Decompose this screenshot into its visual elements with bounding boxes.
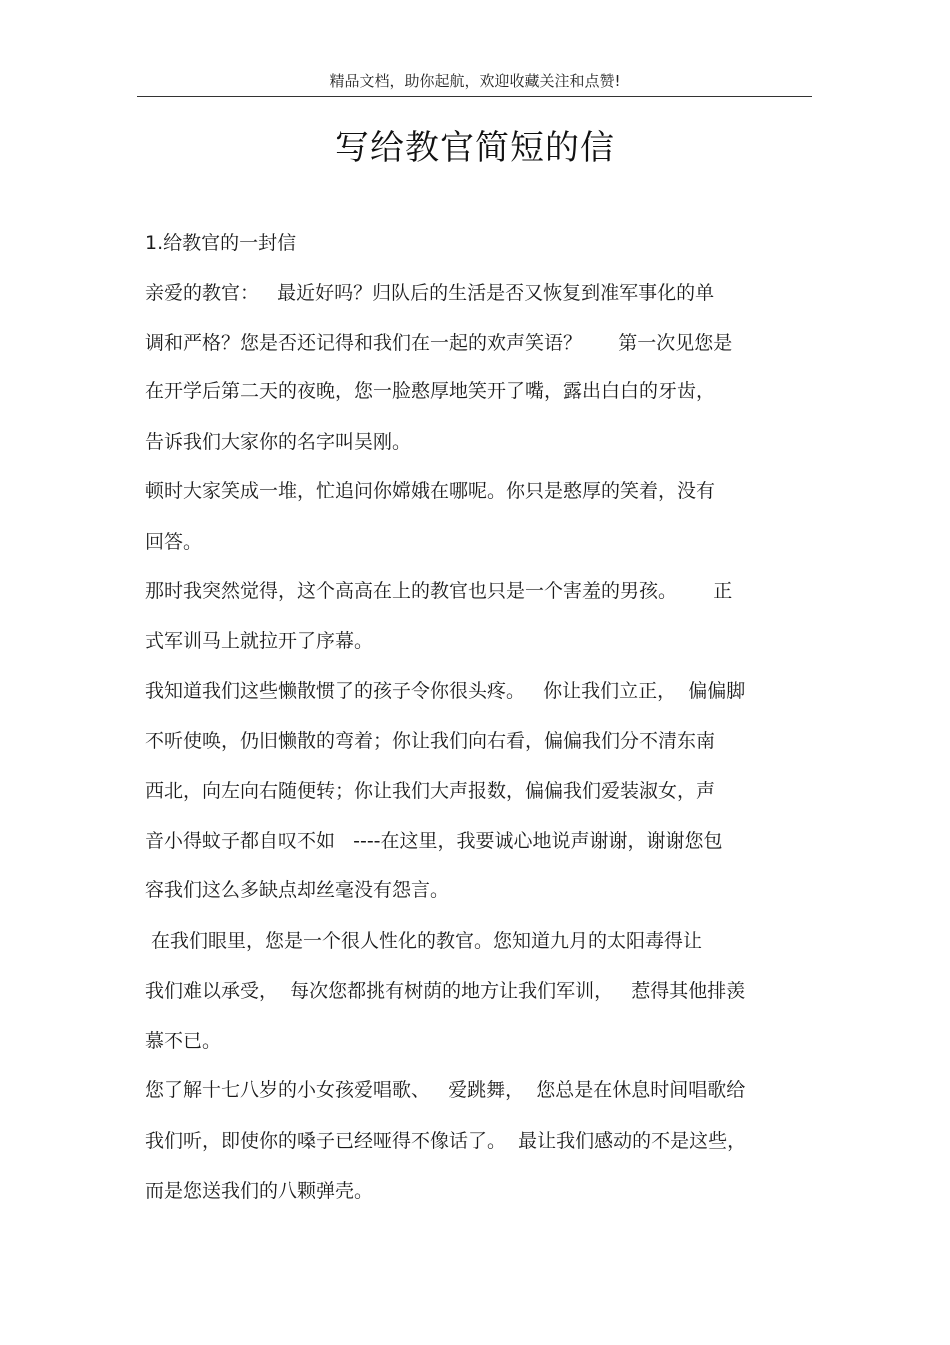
page-header: 精品文档，助你起航，欢迎收藏关注和点赞! — [329, 72, 621, 90]
body-line: 在开学后第二天的夜晚，您一脸憨厚地笑开了嘴，露出白白的牙齿， — [145, 380, 716, 402]
body-line: 顿时大家笑成一堆，忙追问你嫦娥在哪呢。你只是憨厚的笑着，没有 — [145, 480, 716, 502]
header-divider — [137, 96, 812, 97]
section-heading: 1.给教官的一封信 — [145, 232, 297, 254]
body-line: 容我们这么多缺点却丝毫没有怨言。 — [145, 879, 450, 901]
body-line: 告诉我们大家你的名字叫吴刚。 — [145, 431, 412, 453]
body-line: 那时我突然觉得，这个高高在上的教官也只是一个害羞的男孩。 正 — [145, 580, 733, 602]
body-line: 在我们眼里，您是一个很人性化的教官。您知道九月的太阳毒得让 — [145, 930, 703, 952]
body-line: 音小得蚊子都自叹不如 ----在这里，我要诚心地说声谢谢，谢谢您包 — [145, 830, 723, 852]
body-line: 不听使唤，仍旧懒散的弯着；你让我们向右看，偏偏我们分不清东南 — [145, 730, 716, 752]
body-line: 而是您送我们的八颗弹壳。 — [145, 1180, 374, 1202]
body-line: 您了解十七八岁的小女孩爱唱歌、 爱跳舞， 您总是在休息时间唱歌给 — [145, 1079, 746, 1101]
body-line: 我知道我们这些懒散惯了的孩子令你很头疼。 你让我们立正， 偏偏脚 — [145, 680, 746, 702]
body-line: 西北，向左向右随便转；你让我们大声报数，偏偏我们爱装淑女，声 — [145, 780, 716, 802]
document-title: 写给教官简短的信 — [335, 128, 615, 168]
body-line: 调和严格？您是否还记得和我们在一起的欢声笑语？ 第一次见您是 — [145, 332, 733, 354]
body-line: 我们难以承受， 每次您都挑有树荫的地方让我们军训， 惹得其他排羡 — [145, 980, 746, 1002]
body-line: 亲爱的教官： 最近好吗？归队后的生活是否又恢复到准军事化的单 — [145, 282, 715, 304]
body-line: 我们听，即使你的嗓子已经哑得不像话了。 最让我们感动的不是这些， — [145, 1130, 747, 1152]
body-line: 式军训马上就拉开了序幕。 — [145, 630, 374, 652]
body-line: 回答。 — [145, 531, 203, 553]
body-line: 慕不已。 — [145, 1030, 222, 1052]
